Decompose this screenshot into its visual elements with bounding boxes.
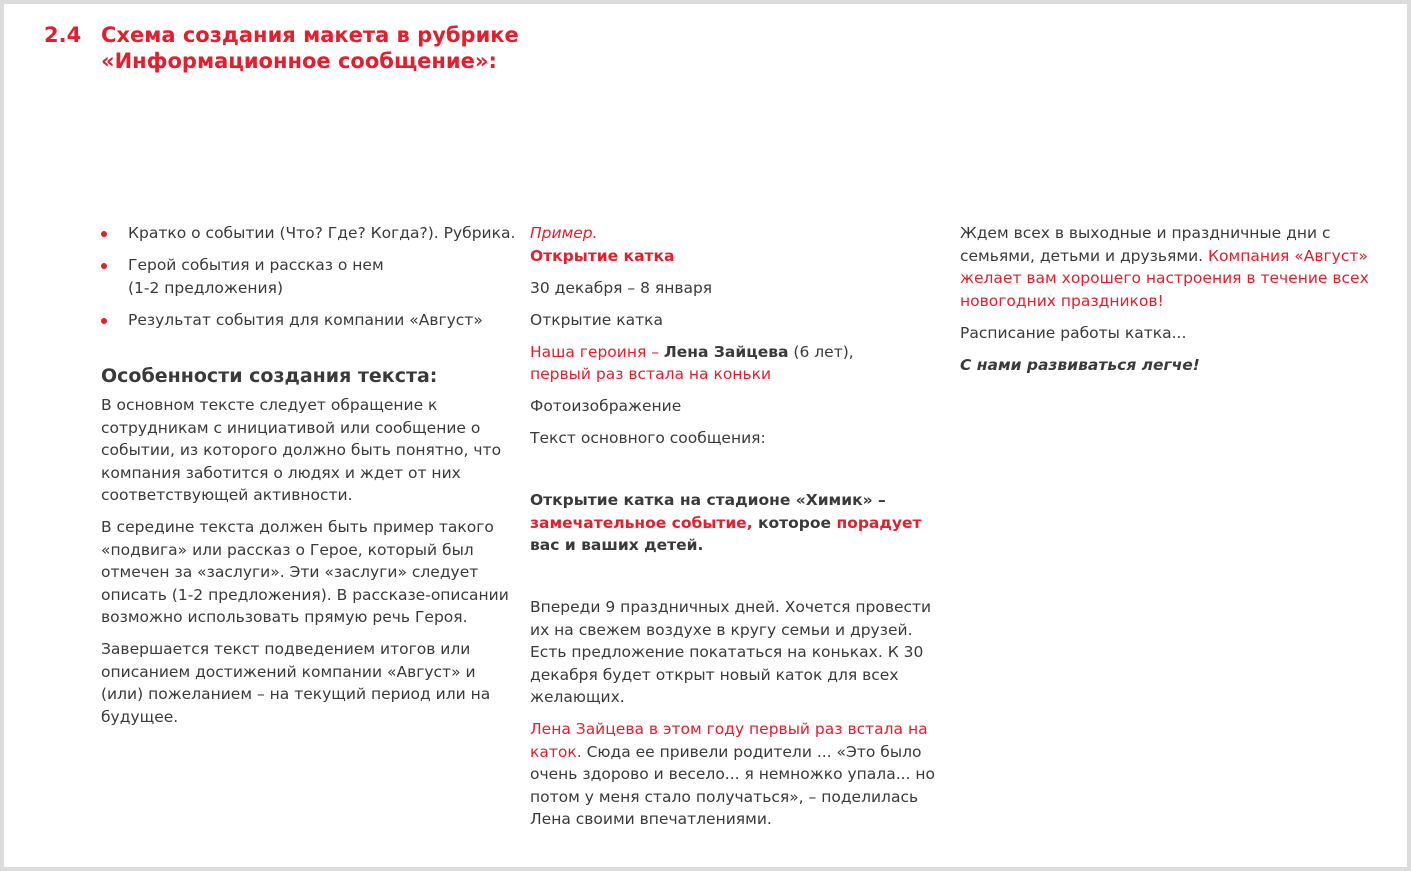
list-item-text: Кратко о событии (Что? Где? Когда?). Рубрика. <box>128 224 516 242</box>
photo-placeholder-label: Фотоизображение <box>530 397 682 415</box>
example-title: Открытие катка <box>530 246 675 265</box>
quote-highlight: Лена Зайцева в этом году первый раз встала на каток. <box>530 720 928 761</box>
slogan: С нами развиваться легче! <box>960 355 1200 374</box>
lead-text: которое <box>758 513 832 532</box>
guideline-paragraph: В середине текста должен быть пример такого «подвига» или рассказ о Герое, который был отмечен за «заслуги». Эти «заслуги» следует описать (1-2 предложения). В рассказе-описании возможно использовать прямую речь Героя. <box>101 518 509 626</box>
heroine-prefix: Наша героиня – <box>530 342 659 361</box>
bullet-icon <box>101 263 107 269</box>
section-title-line1: Схема создания макета в рубрике <box>101 23 519 47</box>
list-item <box>101 222 521 245</box>
lead-text: Открытие катка на стадионе «Химик» – <box>530 491 886 509</box>
section-title-line2: «Информационное сообщение»: <box>101 49 497 73</box>
bullet-icon <box>101 318 107 324</box>
closing-paragraph <box>960 222 1380 312</box>
event-dates: 30 декабря – 8 января <box>530 278 713 297</box>
list-item <box>101 309 521 332</box>
lead-paragraph <box>530 489 950 557</box>
quote-text: Сюда ее привели родители ... «Это было очень здорово и весело... я немножко упала... но потом у меня стало получаться», – поделилась Лена своими впечатлениями. <box>530 742 936 828</box>
document-page <box>4 4 1407 867</box>
section-number: 2.4 <box>44 23 82 47</box>
closing-highlight: Компания «Август» желает вам хорошего настроения в течение всех новогодних праздников! <box>960 246 1369 310</box>
closing-text: Ждем всех в выходные и праздничные дни с семьями, детьми и друзьями. <box>960 224 1331 265</box>
guidelines-column <box>101 222 521 738</box>
heroine-age: (6 лет), <box>793 342 854 361</box>
schedule-text: Расписание работы катка... <box>960 323 1187 342</box>
list-item <box>101 254 521 299</box>
closing-column <box>960 222 1380 386</box>
body-paragraph: Впереди 9 праздничных дней. Хочется провести их на свежем воздухе в кругу семьи и друзей. Есть предложение покататься на коньках. К 30 декабря будет открыт новый каток для всех желающих. <box>530 598 932 706</box>
heroine-name: Лена Зайцева <box>663 342 789 361</box>
guideline-paragraph: Завершается текст подведением итогов или описанием достижений компании «Август» и (или) пожеланием – на текущий период или на будущее. <box>101 640 491 726</box>
quote-paragraph <box>530 718 950 831</box>
guideline-paragraph: В основном тексте следует обращение к сотрудникам с инициативой или сообщение о событии, из которого должно быть понятно, что компания заботится о людях и ждет от них соответствующей активности. <box>101 396 502 504</box>
example-column <box>530 222 950 840</box>
main-text-label: Текст основного сообщения: <box>530 429 766 447</box>
lead-text: вас и ваших детей. <box>530 536 704 554</box>
heroine-line <box>530 341 950 386</box>
example-label: Пример. <box>530 224 598 242</box>
structure-list <box>101 222 521 331</box>
list-item-text: (1-2 предложения) <box>128 278 283 297</box>
bullet-icon <box>101 231 107 237</box>
lead-highlight: порадует <box>836 513 922 532</box>
lead-highlight: замечательное событие, <box>530 513 753 532</box>
section-title <box>101 22 701 74</box>
list-item-text: Герой события и рассказ о нем <box>128 256 384 274</box>
text-features-heading: Особенности создания текста: <box>101 365 438 387</box>
list-item-text: Результат события для компании «Август» <box>128 310 483 329</box>
heroine-description: первый раз встала на коньки <box>530 365 772 383</box>
event-name: Открытие катка <box>530 310 663 329</box>
